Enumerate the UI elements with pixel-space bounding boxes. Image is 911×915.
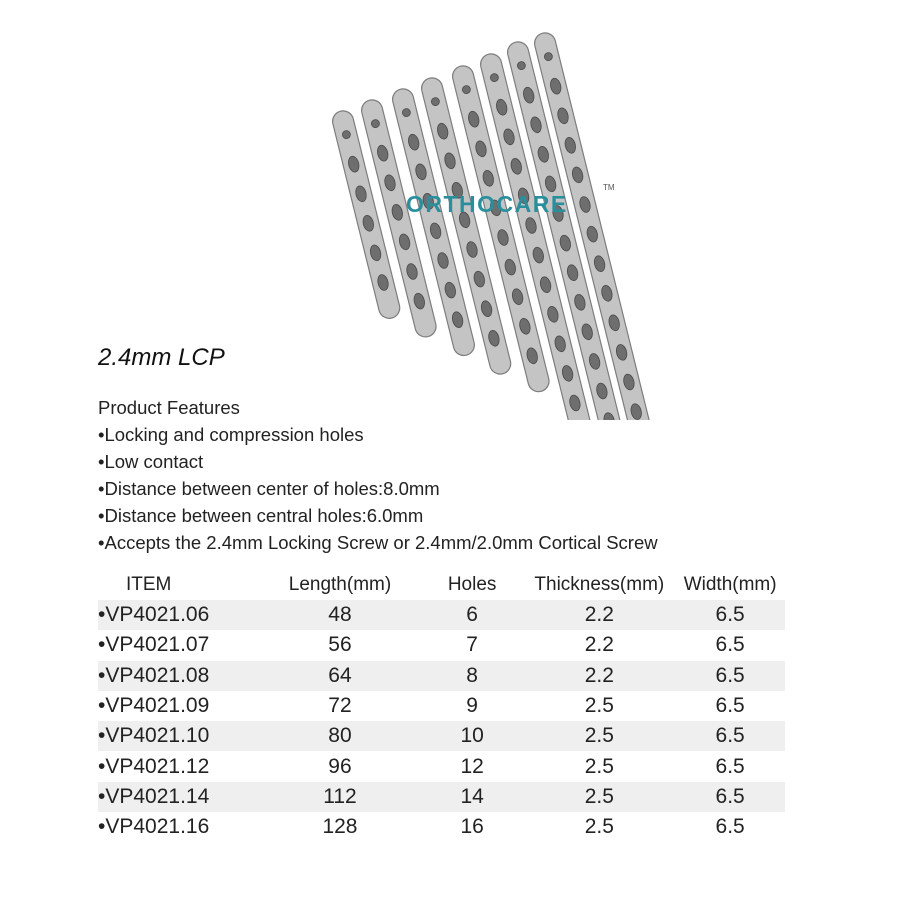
cell-thickness: 2.2 [584,633,614,657]
feature-item: •Low contact [98,451,204,472]
header-holes: Holes [447,574,497,595]
cell-holes: 9 [466,694,478,718]
brand-logo: ORTHOCARE [406,191,568,217]
cell-thickness: 2.5 [584,815,614,839]
trademark-mark: TM [603,183,615,192]
table-row [98,721,785,751]
product-title: 2.4mm LCP [98,344,225,371]
cell-length: 80 [328,724,352,748]
cell-item: •VP4021.10 [98,724,210,748]
table-row [98,661,785,691]
features-heading: Product Features [98,397,240,418]
cell-length: 128 [322,815,358,839]
cell-holes: 12 [460,754,484,778]
cell-length: 48 [328,603,352,627]
cell-holes: 10 [460,724,484,748]
cell-width: 6.5 [715,694,745,718]
table-row [98,600,785,630]
cell-width: 6.5 [715,724,745,748]
product-features [98,394,658,556]
cell-thickness: 2.2 [584,603,614,627]
cell-item: •VP4021.06 [98,603,210,627]
cell-length: 64 [328,663,352,687]
cell-thickness: 2.2 [584,663,614,687]
cell-item: •VP4021.14 [98,784,210,808]
specifications-table [98,570,785,842]
table-row [98,630,785,660]
cell-width: 6.5 [715,603,745,627]
cell-width: 6.5 [715,633,745,657]
cell-item: •VP4021.12 [98,754,210,778]
table-header-row [98,570,785,600]
cell-thickness: 2.5 [584,784,614,808]
cell-holes: 8 [466,663,478,687]
feature-item: •Distance between center of holes:8.0mm [98,478,440,499]
cell-length: 112 [323,784,357,808]
cell-holes: 16 [460,815,484,839]
cell-item: •VP4021.08 [98,663,210,687]
cell-thickness: 2.5 [584,754,614,778]
table-row [98,782,785,812]
cell-holes: 6 [466,603,478,627]
table-row [98,751,785,781]
cell-item: •VP4021.07 [98,633,210,657]
table-row [98,691,785,721]
cell-length: 56 [328,633,352,657]
feature-item: •Distance between central holes:6.0mm [98,505,424,526]
header-length: Length(mm) [288,574,392,595]
cell-item: •VP4021.09 [98,694,210,718]
header-width: Width(mm) [683,574,777,595]
cell-length: 96 [328,754,352,778]
feature-item: •Accepts the 2.4mm Locking Screw or 2.4mm/2.0mm Cortical Screw [98,532,658,553]
cell-holes: 14 [460,784,484,808]
feature-item: •Locking and compression holes [98,424,364,445]
cell-thickness: 2.5 [584,694,614,718]
cell-thickness: 2.5 [584,724,614,748]
cell-width: 6.5 [715,754,745,778]
cell-width: 6.5 [715,663,745,687]
cell-holes: 7 [466,633,478,657]
cell-length: 72 [328,694,352,718]
cell-width: 6.5 [715,815,745,839]
header-thickness: Thickness(mm) [534,574,665,595]
cell-item: •VP4021.16 [98,815,210,839]
header-item: ITEM [126,574,172,595]
cell-width: 6.5 [715,784,745,808]
table-row [98,812,785,842]
